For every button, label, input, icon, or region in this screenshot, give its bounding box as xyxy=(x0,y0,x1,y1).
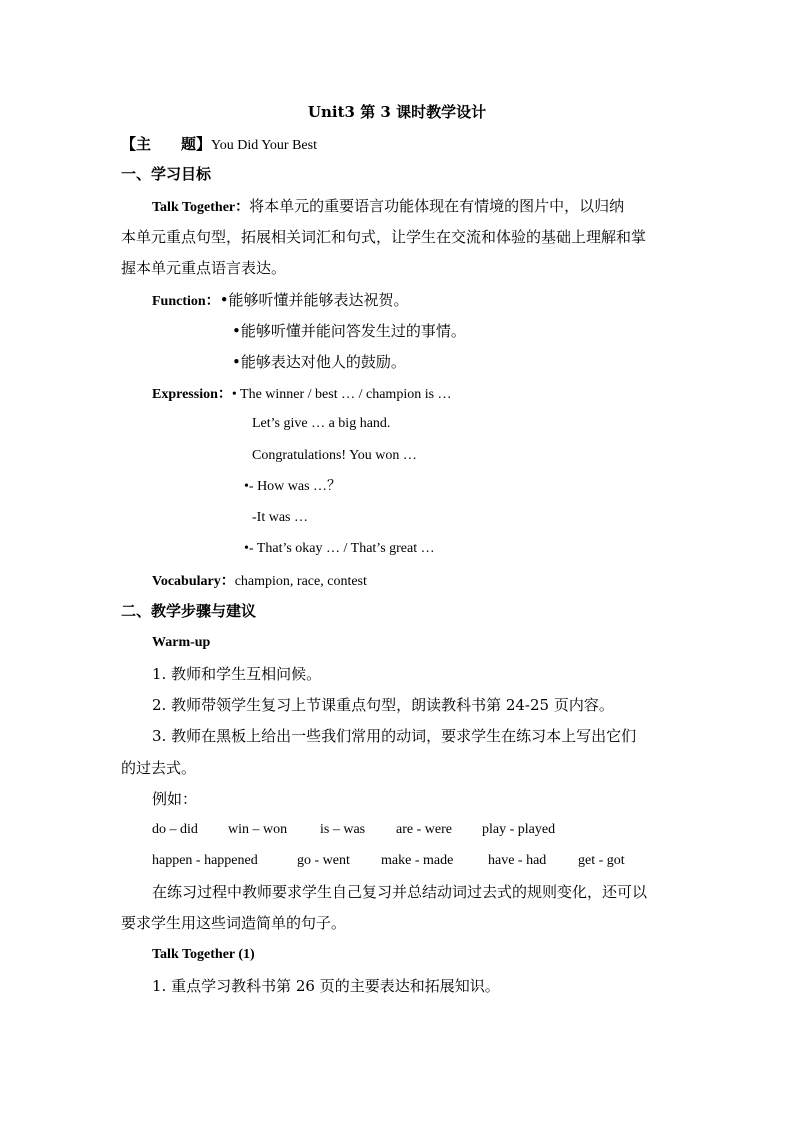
warmup-step-3-cont: 的过去式。 xyxy=(121,759,197,777)
talk-together-label: Talk Together： xyxy=(152,200,250,215)
section2-heading: 二、教学步骤与建议 xyxy=(121,602,257,620)
expression-item-1: • The winner / best … / champion is … xyxy=(231,387,452,402)
example-label: 例如： xyxy=(152,790,198,808)
vocabulary-line xyxy=(152,570,367,592)
expression-line1 xyxy=(152,383,452,405)
vocabulary-value: champion, race, contest xyxy=(234,574,367,589)
warmup-step-3: 3. 教师在黑板上给出一些我们常用的动词，要求学生在练习本上写出它们 xyxy=(152,727,637,745)
verbs-row-1 xyxy=(152,820,555,840)
verb-pair: win – won xyxy=(228,822,288,837)
theme-label: 【主 题】 xyxy=(121,135,212,153)
verb-pair: have - had xyxy=(488,853,547,868)
verb-pair: make - made xyxy=(381,853,454,868)
function-item-2: •能够听懂并能问答发生过的事情。 xyxy=(232,322,466,340)
verb-pair: play - played xyxy=(482,822,556,837)
talk-together-line1 xyxy=(152,196,624,218)
warmup-label: Warm-up xyxy=(152,635,211,650)
talk-together-1-step-1: 1. 重点学习教科书第 26 页的主要表达和拓展知识。 xyxy=(152,977,500,995)
verbs-row-2 xyxy=(152,851,625,871)
vocabulary-label: Vocabulary： xyxy=(152,574,235,589)
function-line1 xyxy=(152,290,409,312)
function-item-3: •能够表达对他人的鼓励。 xyxy=(232,353,406,371)
talk-together-text-3: 握本单元重点语言表达。 xyxy=(121,259,287,277)
verb-pair: are - were xyxy=(396,822,452,837)
warmup-step-2: 2. 教师带领学生复习上节课重点句型，朗读教科书第 24-25 页内容。 xyxy=(152,696,614,714)
function-item-1: •能够听懂并能够表达祝贺。 xyxy=(219,291,409,309)
expression-item-4: •- How was …？ xyxy=(244,479,342,494)
page-title: Unit3 第 3 课时教学设计 xyxy=(307,103,487,121)
expression-label: Expression： xyxy=(152,387,232,402)
talk-together-text-1: 将本单元的重要语言功能体现在有情境的图片中，以归纳 xyxy=(249,197,625,215)
verb-pair: do – did xyxy=(152,822,198,837)
theme-line xyxy=(121,134,317,156)
verb-pair: is – was xyxy=(320,822,366,837)
theme-value: You Did Your Best xyxy=(211,138,317,153)
verb-pair: happen - happened xyxy=(152,853,258,868)
expression-item-3: Congratulations! You won … xyxy=(252,448,417,463)
section1-heading: 一、学习目标 xyxy=(121,165,212,183)
function-label: Function： xyxy=(152,294,220,309)
expression-item-2: Let’s give … a big hand. xyxy=(252,416,391,431)
practice-text-2: 要求学生用这些词造简单的句子。 xyxy=(121,914,347,932)
expression-item-6: •- That’s okay … / That’s great … xyxy=(244,541,435,556)
verb-pair: get - got xyxy=(578,853,625,868)
talk-together-text-2: 本单元重点句型，拓展相关词汇和句式，让学生在交流和体验的基础上理解和掌 xyxy=(121,228,647,246)
practice-text-1: 在练习过程中教师要求学生自己复习并总结动词过去式的规则变化，还可以 xyxy=(152,883,648,901)
verb-pair: go - went xyxy=(297,853,350,868)
warmup-step-1: 1. 教师和学生互相问候。 xyxy=(152,665,322,683)
expression-item-5: -It was … xyxy=(252,510,308,525)
talk-together-1-label: Talk Together (1) xyxy=(152,947,255,962)
